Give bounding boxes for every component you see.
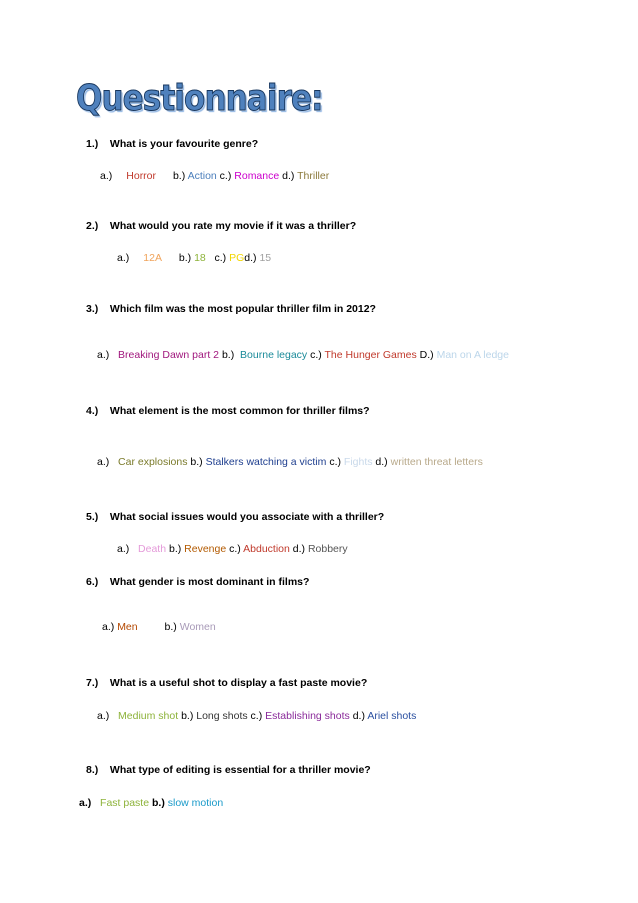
option-label: a.)	[79, 797, 92, 809]
question-text: What social issues would you associate with a thriller?	[109, 511, 385, 523]
option-thriller: Thriller	[297, 170, 330, 182]
question-2	[86, 220, 356, 232]
question-number: 8.)	[86, 764, 99, 776]
question-text: What gender is most dominant in films?	[109, 576, 310, 588]
option-car-explosions: Car explosions	[118, 456, 188, 468]
option-slow-motion: slow motion	[167, 797, 224, 809]
question-number: 6.)	[86, 576, 99, 588]
question-text: Which film was the most popular thriller film in 2012?	[109, 303, 376, 315]
option-stalkers: Stalkers watching a victim	[205, 456, 327, 468]
option-12a: 12A	[143, 252, 162, 264]
option-label: b.)	[190, 456, 203, 468]
question-number: 4.)	[86, 405, 99, 417]
question-number: 2.)	[86, 220, 99, 232]
option-pg: PG	[229, 252, 245, 264]
option-15: 15	[259, 252, 272, 264]
answer-row-6	[102, 621, 216, 633]
question-text: What type of editing is essential for a thriller movie?	[109, 764, 371, 776]
question-number: 7.)	[86, 677, 99, 689]
question-number: 1.)	[86, 138, 99, 150]
option-ariel-shots: Ariel shots	[367, 710, 417, 722]
question-number: 5.)	[86, 511, 99, 523]
option-establishing-shots: Establishing shots	[265, 710, 350, 722]
question-5	[86, 511, 384, 523]
option-men: Men	[117, 621, 138, 633]
option-fights: Fights	[343, 456, 373, 468]
question-text: What would you rate my movie if it was a thriller?	[109, 220, 357, 232]
option-action: Action	[187, 170, 217, 182]
question-text: What element is the most common for thriller films?	[109, 405, 370, 417]
option-bourne-legacy: Bourne legacy	[240, 349, 308, 361]
option-long-shots: Long shots	[196, 710, 248, 722]
option-18: 18	[194, 252, 206, 264]
option-label: d.)	[375, 456, 388, 468]
option-label: b.)	[221, 349, 235, 361]
option-robbery: Robbery	[307, 543, 348, 555]
option-breaking-dawn: Breaking Dawn part 2	[118, 349, 220, 361]
option-label: a.)	[117, 252, 130, 264]
option-threat-letters: written threat letters	[390, 456, 483, 468]
option-label: D.)	[419, 349, 434, 361]
question-text: What is a useful shot to display a fast paste movie?	[109, 677, 368, 689]
question-text: What is your favourite genre?	[109, 138, 259, 150]
question-6	[86, 576, 309, 588]
page-title: Questionnaire:	[76, 78, 323, 119]
answer-row-3	[97, 349, 509, 361]
question-number: 3.)	[86, 303, 99, 315]
question-7	[86, 677, 367, 689]
option-label: d.)	[244, 252, 257, 264]
option-label: b.)	[168, 543, 182, 555]
option-label: c.)	[250, 710, 263, 722]
option-label: d.)	[292, 543, 306, 555]
question-8	[86, 764, 371, 776]
option-fast-paste: Fast paste	[100, 797, 150, 809]
option-label: a.)	[97, 349, 110, 361]
option-label: b.)	[172, 170, 186, 182]
option-label: b.)	[181, 710, 194, 722]
answer-row-8	[79, 797, 223, 809]
option-label: c.)	[219, 170, 232, 182]
option-label: b.)	[164, 621, 177, 633]
answer-row-5	[117, 543, 348, 555]
option-label: c.)	[214, 252, 227, 264]
question-3	[86, 303, 376, 315]
answer-row-2	[117, 252, 271, 264]
option-label: b.)	[151, 797, 165, 809]
option-horror: Horror	[126, 170, 157, 182]
option-label: c.)	[329, 456, 341, 468]
option-women: Women	[179, 621, 216, 633]
option-label: d.)	[282, 170, 295, 182]
option-abduction: Abduction	[243, 543, 290, 555]
answer-row-7	[97, 710, 416, 722]
answer-row-1	[100, 170, 329, 182]
option-medium-shot: Medium shot	[118, 710, 179, 722]
answer-row-4	[97, 456, 483, 468]
option-label: a.)	[117, 543, 130, 555]
question-4	[86, 405, 370, 417]
option-label: a.)	[100, 170, 113, 182]
option-label: a.)	[97, 456, 110, 468]
option-label: a.)	[97, 710, 110, 722]
question-1	[86, 138, 258, 150]
option-romance: Romance	[234, 170, 280, 182]
option-revenge: Revenge	[184, 543, 227, 555]
option-label: c.)	[229, 543, 241, 555]
option-label: a.)	[102, 621, 115, 633]
option-man-on-a-ledge: Man on A ledge	[436, 349, 509, 361]
option-death: Death	[138, 543, 167, 555]
option-label: d.)	[352, 710, 365, 722]
option-hunger-games: The Hunger Games	[324, 349, 417, 361]
option-label: b.)	[178, 252, 192, 264]
option-label: c.)	[310, 349, 322, 361]
